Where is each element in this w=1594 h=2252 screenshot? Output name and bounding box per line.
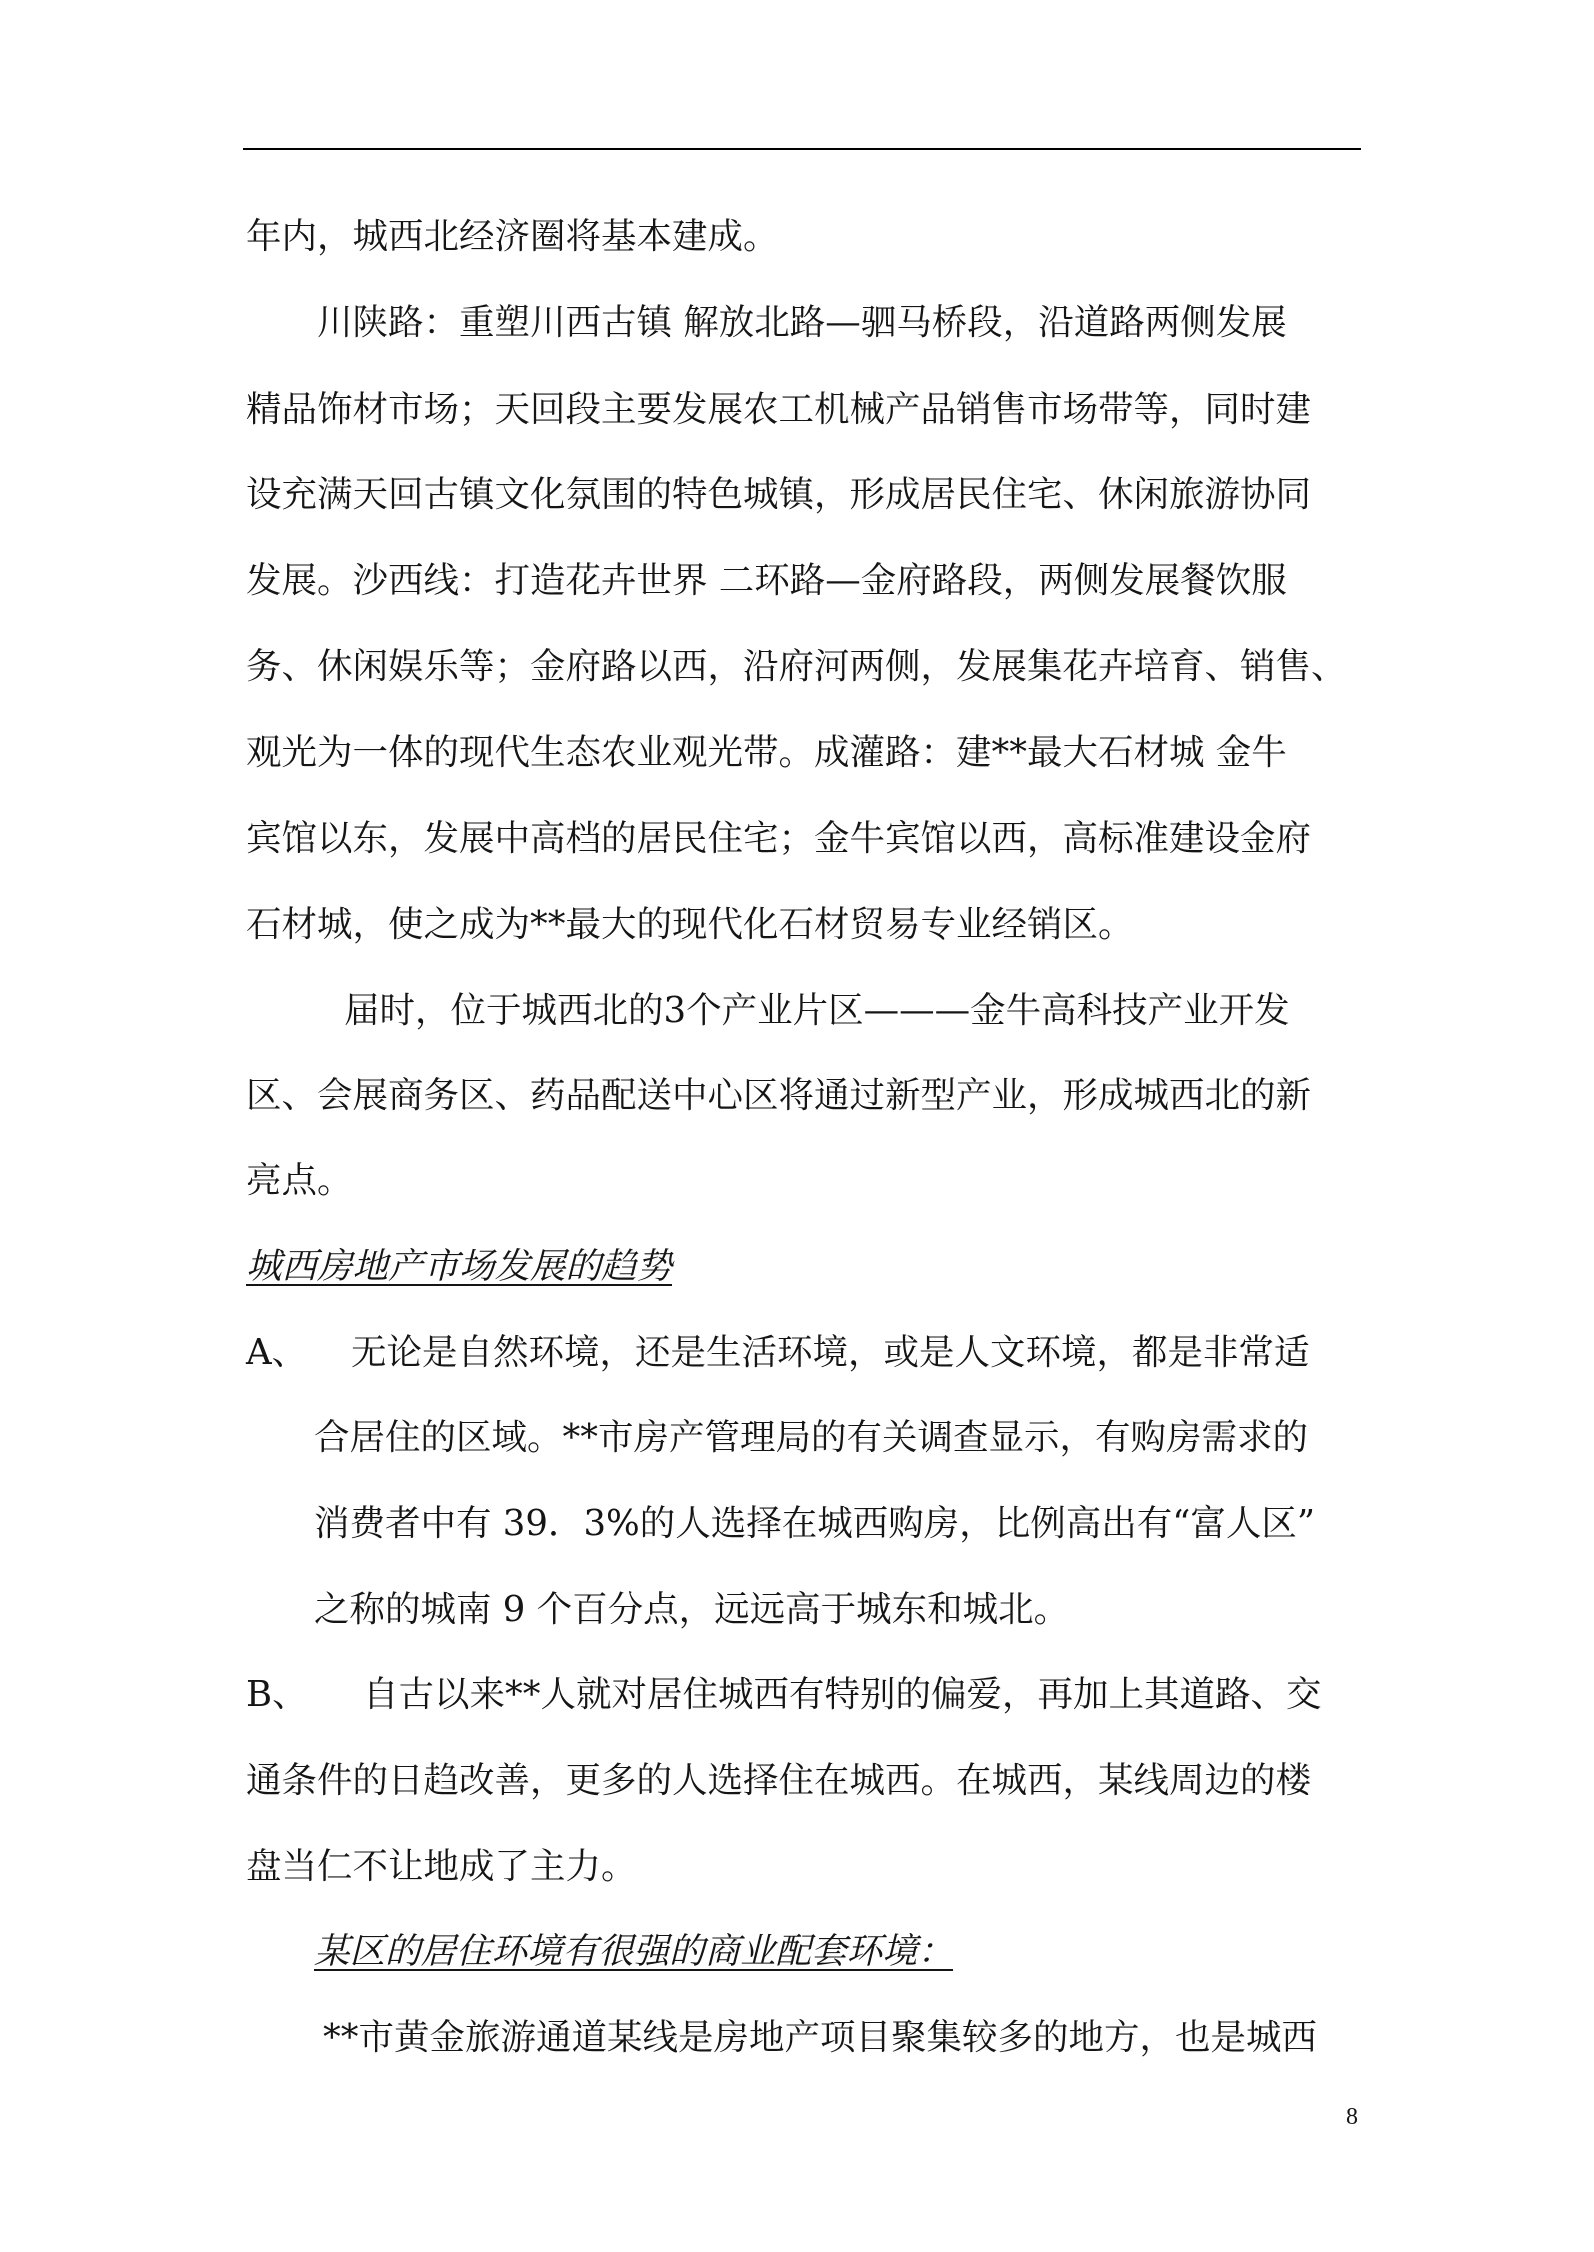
body-line	[0, 207, 1594, 267]
list-item-a	[0, 1323, 1594, 1383]
body-line	[0, 2008, 1594, 2068]
line-text: 年内，城西北经济圈将基本建成。	[246, 216, 779, 257]
body-line	[0, 723, 1594, 783]
list-marker: B、	[246, 1674, 308, 1715]
list-marker: A、	[246, 1332, 308, 1373]
line-text: 区、会展商务区、药品配送中心区将通过新型产业，形成城西北的新	[246, 1075, 1312, 1116]
line-text: 无论是自然环境，还是生活环境，或是人文环境，都是非常适	[351, 1332, 1310, 1373]
line-text: 务、休闲娱乐等；金府路以西，沿府河两侧，发展集花卉培育、销售、	[246, 646, 1347, 687]
body-line	[0, 1580, 1594, 1640]
body-line	[0, 1408, 1594, 1468]
body-line	[0, 1837, 1594, 1897]
line-text: 川陕路：重塑川西古镇 解放北路—驷马桥段，沿道路两侧发展	[317, 302, 1287, 343]
line-text: 石材城，使之成为**最大的现代化石材贸易专业经销区。	[246, 904, 1134, 945]
line-text: **市黄金旅游通道某线是房地产项目聚集较多的地方，也是城西	[323, 2017, 1318, 2058]
line-text: 亮点。	[246, 1160, 353, 1201]
page-number: 8	[1346, 2104, 1358, 2130]
body-line	[0, 380, 1594, 440]
line-text: 自古以来**人就对居住城西有特别的偏爱，再加上其道路、交	[363, 1674, 1322, 1715]
line-text: 宾馆以东，发展中高档的居民住宅；金牛宾馆以西，高标准建设金府	[246, 818, 1312, 859]
body-line	[0, 895, 1594, 955]
line-text: 届时，位于城西北的3个产业片区———金牛高科技产业开发	[344, 990, 1290, 1031]
header-rule	[243, 148, 1361, 150]
line-text: 之称的城南 9 个百分点，远远高于城东和城北。	[314, 1589, 1070, 1630]
body-line	[0, 637, 1594, 697]
line-text: 发展。沙西线：打造花卉世界 二环路—金府路段，两侧发展餐饮服	[246, 560, 1287, 601]
body-line	[0, 981, 1594, 1041]
line-text: 消费者中有 39．3%的人选择在城西购房，比例高出有“富人区”	[314, 1503, 1316, 1544]
body-line	[0, 809, 1594, 869]
line-text: 通条件的日趋改善，更多的人选择住在城西。在城西，某线周边的楼	[246, 1760, 1312, 1801]
line-text: 观光为一体的现代生态农业观光带。成灌路：建**最大石材城 金牛	[246, 732, 1287, 773]
body-line	[0, 1494, 1594, 1554]
subsection-heading	[0, 1922, 1594, 1982]
line-text: 精品饰材市场；天回段主要发展农工机械产品销售市场带等，同时建	[246, 389, 1312, 430]
line-text: 盘当仁不让地成了主力。	[246, 1846, 637, 1887]
body-line	[0, 551, 1594, 611]
line-text: 合居住的区域。**市房产管理局的有关调查显示，有购房需求的	[314, 1417, 1309, 1458]
body-line	[0, 465, 1594, 525]
body-line	[0, 1751, 1594, 1811]
line-text: 设充满天回古镇文化氛围的特色城镇，形成居民住宅、休闲旅游协同	[246, 474, 1312, 515]
section-heading	[0, 1237, 1594, 1297]
list-item-b	[0, 1665, 1594, 1725]
heading-text: 城西房地产市场发展的趋势	[246, 1246, 673, 1287]
body-line	[0, 293, 1594, 353]
body-line	[0, 1066, 1594, 1126]
body-line	[0, 1151, 1594, 1211]
heading-text: 某区的居住环境有很强的商业配套环境：	[314, 1931, 954, 1972]
